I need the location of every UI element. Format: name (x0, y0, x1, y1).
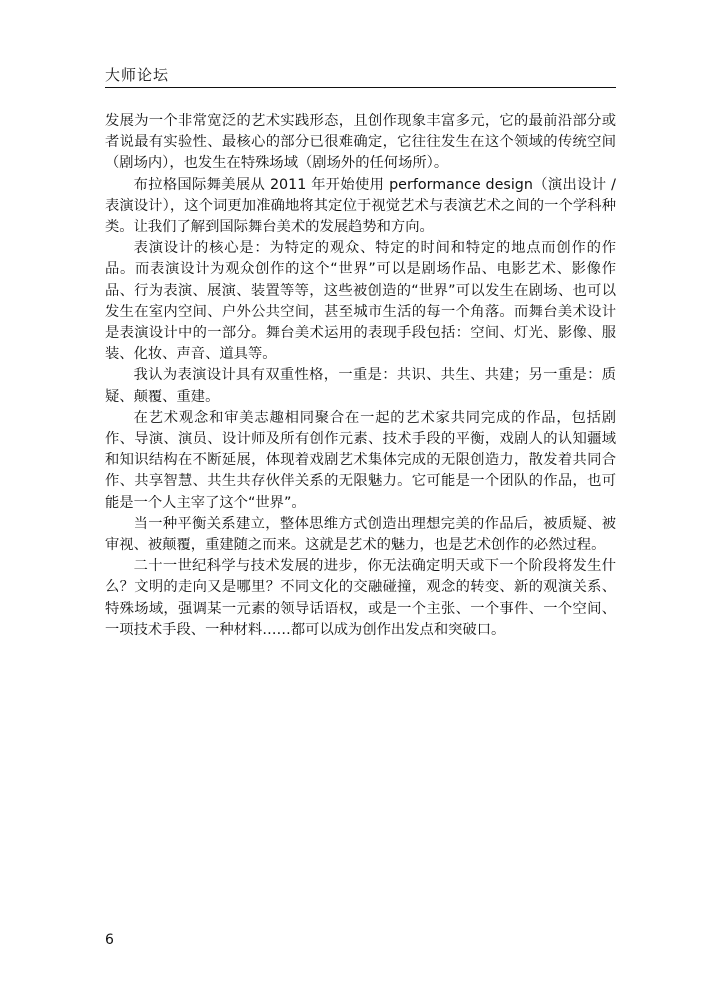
paragraph: 在艺术观念和审美志趣相同聚合在一起的艺术家共同完成的作品，包括剧作、导演、演员、设计师及所有创作元素、技术手段的平衡，戏剧人的认知疆域和知识结构在不断延展，体现着戏剧艺术集体完成的无限创造力，散发着共同合作、共享智慧、共生共存伙伴关系的无限魅力。它可能是一个团队的作品，也可能是一个人主宰了这个“世界”。 (105, 409, 616, 511)
header-rule (105, 87, 616, 88)
body-text (105, 111, 616, 641)
page-number: 6 (105, 932, 114, 948)
paragraph: 当一种平衡关系建立，整体思维方式创造出理想完美的作品后，被质疑、被审视、被颠覆，重建随之而来。这就是艺术的魅力，也是艺术创作的必然过程。 (105, 515, 616, 554)
paragraph: 发展为一个非常宽泛的艺术实践形态，且创作现象丰富多元，它的最前沿部分或者说最有实验性、最核心的部分已很难确定，它往往发生在这个领域的传统空间（剧场内），也发生在特殊场域（剧场外的任何场所）。 (105, 113, 616, 172)
paragraph: 布拉格国际舞美展从 2011 年开始使用 performance design（演出设计 / 表演设计），这个词更加准确地将其定位于视觉艺术与表演艺术之间的一个学科种类。让我们了解到国际舞台美术的发展趋势和方向。 (105, 176, 616, 236)
paragraph: 二十一世纪科学与技术发展的进步，你无法确定明天或下一个阶段将发生什么？文明的走向又是哪里？不同文化的交融碰撞，观念的转变、新的观演关系、特殊场域，强调某一元素的领导话语权，或是一个主张、一个事件、一个空间、一项技术手段、一种材料……都可以成为创作出发点和突破口。 (105, 558, 616, 638)
running-header-title: 大师论坛 (105, 66, 170, 84)
paragraph: 我认为表演设计具有双重性格，一重是：共识、共生、共建；另一重是：质疑、颠覆、重建。 (105, 367, 616, 405)
paragraph: 表演设计的核心是：为特定的观众、特定的时间和特定的地点而创作的作品。而表演设计为观众创作的这个“世界”可以是剧场作品、电影艺术、影像作品、行为表演、展演、装置等等，这些被创造的“世界”可以发生在剧场、也可以发生在室内空间、户外公共空间，甚至城市生活的每一个角落。而舞台美术设计是表演设计中的一部分。舞台美术运用的表现手段包括：空间、灯光、影像、服装、化妆、声音、道具等。 (105, 240, 616, 363)
